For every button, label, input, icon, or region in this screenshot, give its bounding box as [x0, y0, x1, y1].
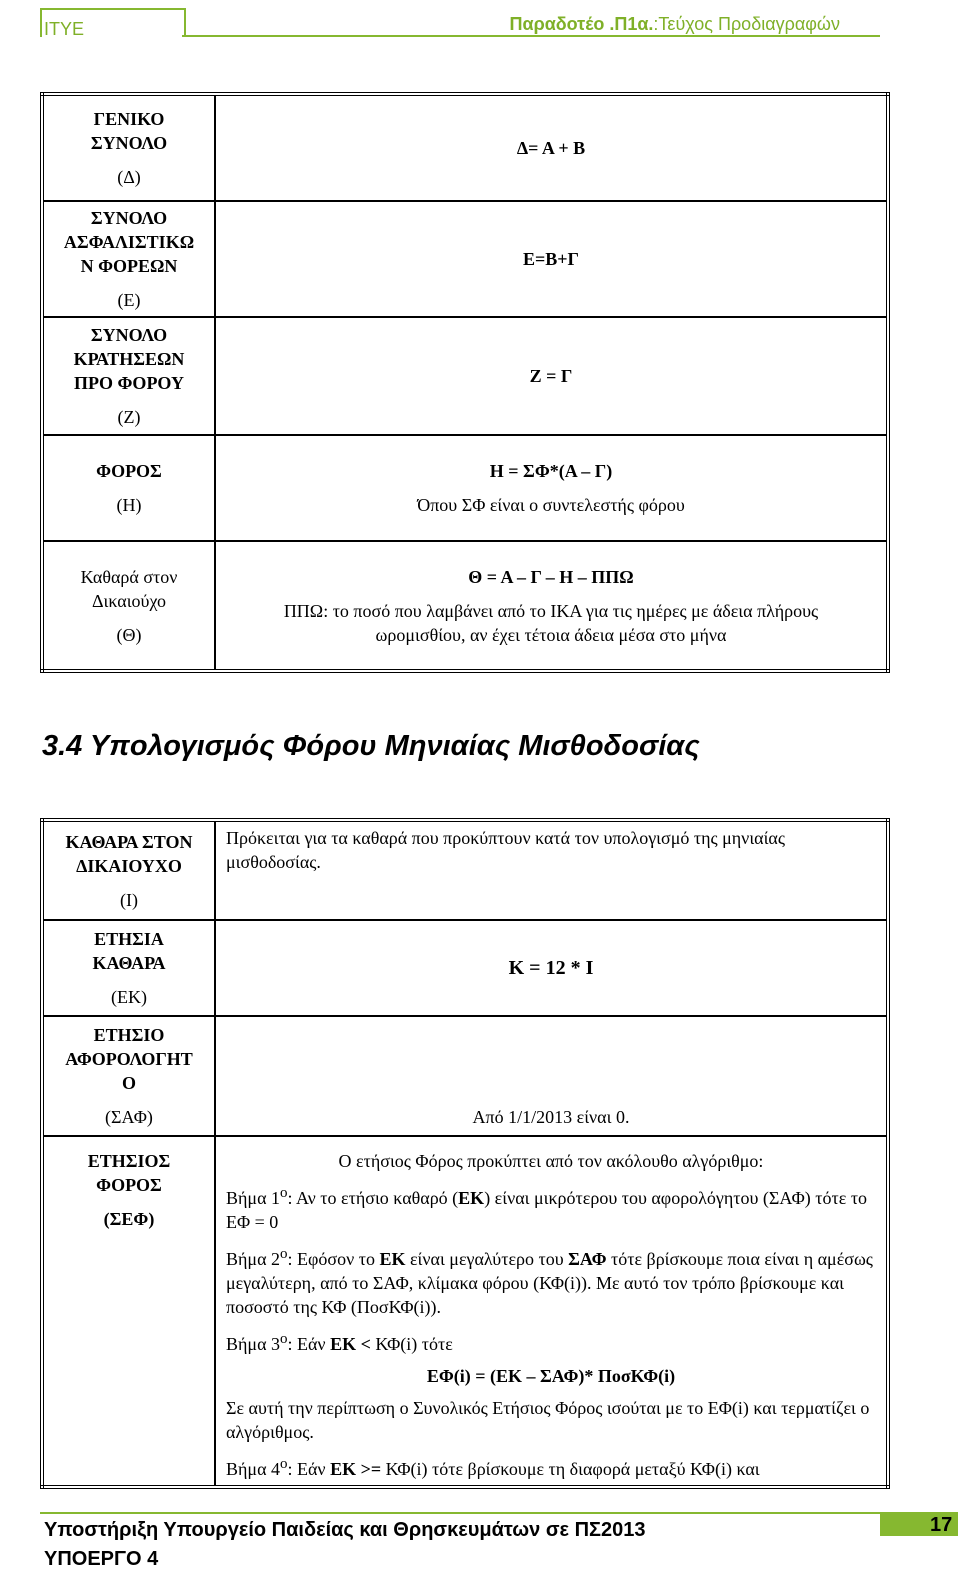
label-code: (Θ) [116, 624, 142, 645]
term-ek: ΕΚ [379, 1249, 406, 1269]
formula: Κ = 12 * Ι [508, 957, 594, 979]
step-4 [226, 1452, 876, 1481]
header-deliverable: Παραδοτέο .Π1α. [509, 14, 654, 34]
label-line: Καθαρά στον [80, 566, 178, 587]
label-line: ΣΥΝΟΛΟ [90, 133, 168, 153]
step-number: 3 [271, 1334, 280, 1354]
label-code: (ΕΚ) [111, 987, 147, 1007]
table-row [42, 1016, 888, 1136]
label-line: ΕΤΗΣΙΟΣ [87, 1151, 171, 1171]
operator: >= [356, 1459, 386, 1479]
formula: Ζ = Γ [529, 366, 573, 386]
step-number: 4 [271, 1459, 280, 1479]
step-ordinal: ο [280, 1456, 288, 1472]
label-code: (Ι) [120, 889, 138, 910]
row-formula [215, 541, 888, 671]
label-line: ΑΣΦΑΛΙΣΤΙΚΩ [63, 232, 195, 252]
step-3 [226, 1327, 876, 1356]
row-formula [215, 435, 888, 541]
label-line: ΑΦΟΡΟΛΟΓΗΤ [65, 1049, 193, 1069]
table-row [42, 94, 888, 201]
header-doc-type: :Τεύχος Προδιαγραφών [653, 14, 840, 34]
label-line: Ν ΦΟΡΕΩΝ [80, 256, 178, 276]
term-saf: ΣΑΦ [568, 1249, 607, 1269]
section-title: 3.4 Υπολογισμός Φόρου Μηνιαίας Μισθοδοσίας [42, 730, 700, 762]
step-2 [226, 1242, 876, 1319]
row-formula [215, 201, 888, 317]
formula-note: ΠΠΩ: το ποσό που λαμβάνει από το ΙΚΑ για τις ημέρες με άδεια πλήρους ωρομισθίου, αν έχει τέτοια άδεια μέσα στο μήνα [283, 600, 819, 645]
algorithm-intro: Ο ετήσιος Φόρος προκύπτει από τον ακόλουθο αλγόριθμο: [338, 1151, 764, 1171]
page-number: 17 [930, 1514, 953, 1536]
label-code: (Ε) [117, 290, 141, 310]
table-row [42, 541, 888, 671]
label-line: ΕΤΗΣΙΟ [93, 1025, 165, 1045]
step-1 [226, 1181, 876, 1234]
formula-note: Όπου ΣΦ είναι ο συντελεστής φόρου [417, 495, 685, 515]
step-text: ΚΦ(i) τότε [375, 1334, 453, 1354]
step-ordinal: ο [280, 1246, 288, 1262]
operator: < [356, 1334, 376, 1354]
footer-line: ΥΠΟΕΡΓΟ 4 [44, 1548, 159, 1570]
label-code: (Δ) [117, 167, 141, 187]
label-line: ΔΙΚΑΙΟΥΧΟ [76, 855, 182, 876]
step-text: : Εφόσον το [287, 1249, 380, 1269]
label-line: ΚΑΘΑΡΑ [92, 953, 166, 973]
algorithm-paragraph: Σε αυτή την περίπτωση ο Συνολικός Ετήσιος Φόρος ισούται με το ΕΦ(i) και τερματίζει ο αλγόριθμος. [226, 1398, 870, 1442]
term-ek: ΕΚ [330, 1459, 357, 1479]
term-ek: ΕΚ [458, 1188, 485, 1208]
formula: Ε=Β+Γ [523, 249, 579, 269]
footer-line: Υποστήριξη Υπουργείο Παιδείας και Θρησκευμάτων σε ΠΣ2013 [44, 1519, 646, 1541]
label-line: ΚΡΑΤΗΣΕΩΝ [73, 349, 185, 369]
header-logo: ITYE [44, 19, 85, 39]
row-label [42, 920, 215, 1016]
step-word: Βήμα [226, 1334, 267, 1354]
table-row [42, 317, 888, 435]
row-label [42, 541, 215, 671]
table-row [42, 1136, 888, 1487]
row-label [42, 201, 215, 317]
formula: Η = ΣΦ*(Α – Γ) [489, 461, 613, 481]
formula: Δ= Α + Β [516, 138, 586, 158]
row-label [42, 317, 215, 435]
header-rule [182, 35, 880, 37]
label-line: Δικαιούχο [91, 590, 167, 611]
footer-rule [40, 1512, 880, 1514]
label-line: ΦΟΡΟΣ [96, 1175, 162, 1195]
label-line: ΠΡΟ ΦΟΡΟΥ [74, 373, 184, 393]
table-row [42, 435, 888, 541]
row-label [42, 1016, 215, 1136]
step-word: Βήμα [226, 1249, 267, 1269]
row-text: Πρόκειται για τα καθαρά που προκύπτουν κατά τον υπολογισμό της μηνιαίας μισθοδοσίας. [215, 820, 888, 920]
step-text: : Αν το ετήσιο καθαρό ( [287, 1188, 459, 1208]
label-code: (ΣΑΦ) [105, 1107, 153, 1127]
step-ordinal: ο [280, 1185, 288, 1201]
label-code: (ΣΕΦ) [103, 1209, 155, 1229]
term-ek: ΕΚ [330, 1334, 357, 1354]
step-ordinal: ο [280, 1331, 288, 1347]
step-text: : Εάν [287, 1334, 331, 1354]
step-text: ) είναι μικρότερου του αφορολόγητου (ΣΑΦ) τότε το ΕΦ = 0 [226, 1188, 868, 1232]
label-line: ΕΤΗΣΙΑ [94, 929, 164, 949]
step-text: : Εάν [287, 1459, 331, 1479]
header-title [510, 14, 841, 35]
label-line: ΣΥΝΟΛΟ [90, 208, 168, 228]
row-label [42, 820, 215, 920]
label-code: (Ζ) [117, 407, 141, 427]
formula-table [40, 92, 890, 673]
table-row [42, 920, 888, 1016]
step-text: τότε βρίσκουμε ποια είναι η αμέσως μεγαλύτερη, από το ΣΑΦ, κλίμακα φόρου (ΚΦ(i)). Με αυτό τον τρόπο βρίσκουμε και ποσοστό της ΚΦ (ΠοσΚΦ(i)). [226, 1249, 873, 1317]
tax-formula: ΕΦ(i) = (ΕΚ – ΣΑΦ)* ΠοσΚΦ(i) [426, 1366, 676, 1386]
label-line: ΦΟΡΟΣ [96, 461, 162, 481]
algorithm-cell [215, 1136, 888, 1487]
row-formula [215, 317, 888, 435]
step-word: Βήμα [226, 1188, 267, 1208]
row-formula [215, 94, 888, 201]
row-formula [215, 920, 888, 1016]
step-text: είναι μεγαλύτερο του [405, 1249, 569, 1269]
label-line: Ο [121, 1073, 136, 1093]
step-word: Βήμα [226, 1459, 267, 1479]
label-code: (Η) [116, 495, 142, 515]
formula: Θ = Α – Γ – Η – ΠΠΩ [468, 566, 634, 587]
step-text: ΚΦ(i) τότε βρίσκουμε τη διαφορά μεταξύ ΚΦ(i) και [385, 1459, 760, 1479]
label-line: ΣΥΝΟΛΟ [90, 325, 168, 345]
step-number: 1 [271, 1188, 280, 1208]
row-label [42, 94, 215, 201]
row-text: Από 1/1/2013 είναι 0. [215, 1016, 888, 1136]
step-number: 2 [271, 1249, 280, 1269]
label-line: ΚΑΘΑΡΑ ΣΤΟΝ [65, 831, 193, 852]
table-row [42, 201, 888, 317]
label-line: ΓΕΝΙΚΟ [93, 109, 165, 129]
header-logo-box [40, 8, 186, 37]
tax-table [40, 818, 890, 1489]
row-label [42, 435, 215, 541]
table-row [42, 820, 888, 920]
footer-text [44, 1516, 646, 1574]
row-label [42, 1136, 215, 1487]
